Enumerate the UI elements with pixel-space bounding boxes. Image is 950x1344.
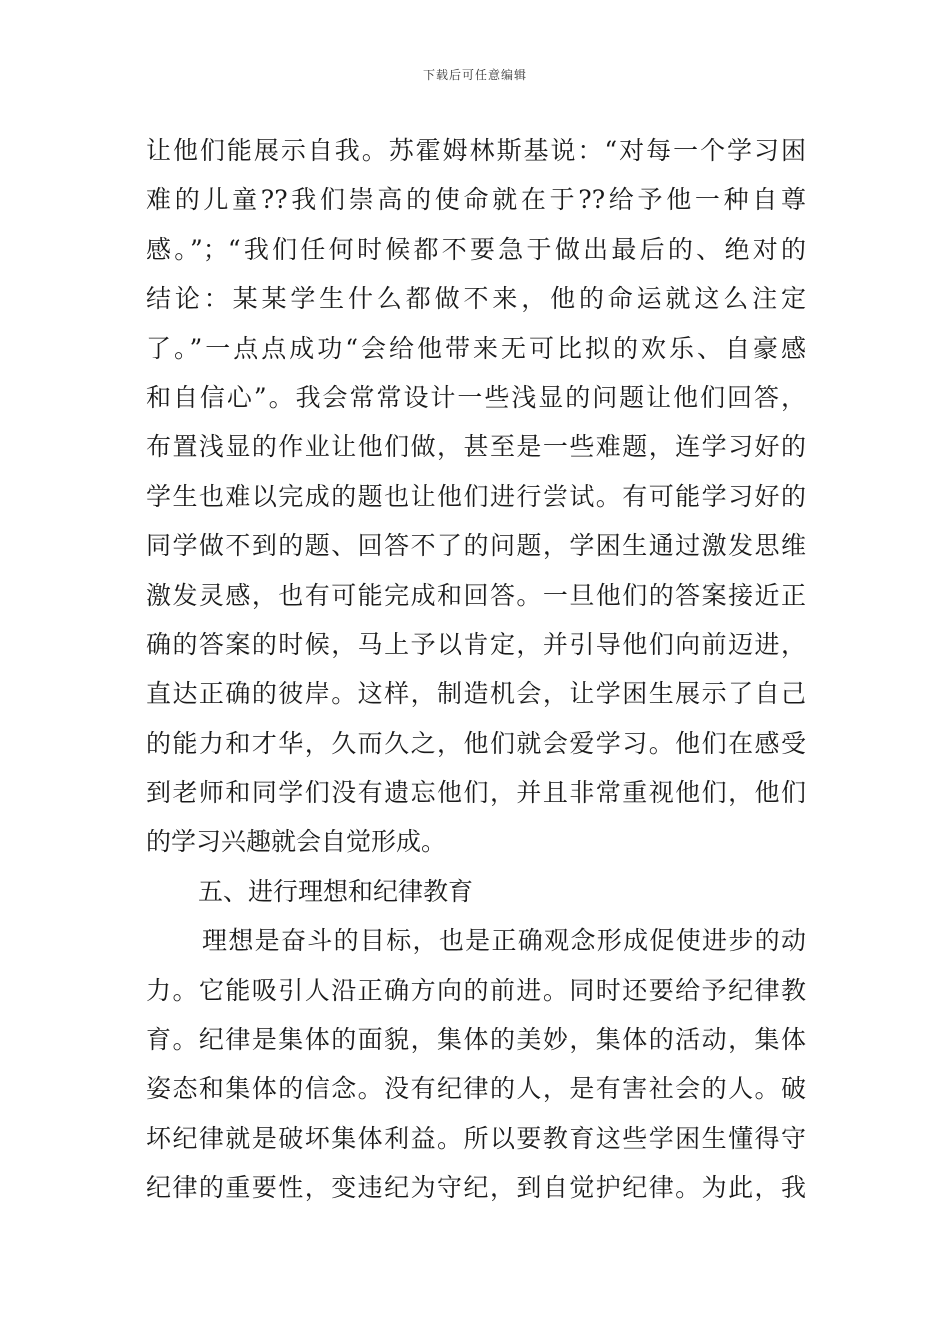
text-line: 育。纪律是集体的面貌，集体的美妙，集体的活动，集体 — [146, 1025, 806, 1055]
text-line: 难的儿童??我们崇高的使命就在于??给予他一种自尊 — [146, 185, 806, 215]
text-line: 确的答案的时候，马上予以肯定，并引导他们向前迈进， — [146, 629, 806, 659]
body-text — [146, 126, 806, 1213]
section-heading: 五、进行理想和纪律教育 — [198, 876, 474, 906]
text-line: 激发灵感，也有可能完成和回答。一旦他们的答案接近正 — [146, 580, 806, 610]
text-line: 力。它能吸引人沿正确方向的前进。同时还要给予纪律教 — [146, 975, 806, 1005]
text-line: 布置浅显的作业让他们做，甚至是一些难题，连学习好的 — [146, 432, 806, 462]
text-line: 坏纪律就是破坏集体利益。所以要教育这些学困生懂得守 — [146, 1123, 806, 1153]
text-line: 学生也难以完成的题也让他们进行尝试。有可能学习好的 — [146, 481, 806, 511]
header-note: 下载后可任意编辑 — [422, 68, 527, 82]
text-line: 结论：某某学生什么都做不来，他的命运就这么注定 — [146, 284, 806, 314]
text-line: 理想是奋斗的目标，也是正确观念形成促使进步的动 — [202, 926, 806, 956]
text-line: 了。”一点点成功“会给他带来无可比拟的欢乐、自豪感 — [146, 333, 806, 363]
text-line: 同学做不到的题、回答不了的问题，学困生通过激发思维 — [146, 531, 806, 561]
text-line: 到老师和同学们没有遗忘他们，并且非常重视他们，他们 — [146, 778, 806, 808]
text-line: 直达正确的彼岸。这样，制造机会，让学困生展示了自己 — [146, 679, 806, 709]
text-line: 和自信心”。我会常常设计一些浅显的问题让他们回答， — [146, 382, 806, 412]
text-line: 的学习兴趣就会自觉形成。 — [146, 827, 447, 857]
text-line: 的能力和才华，久而久之，他们就会爱学习。他们在感受 — [146, 728, 806, 758]
text-line: 纪律的重要性，变违纪为守纪，到自觉护纪律。为此，我 — [146, 1173, 806, 1203]
text-line: 让他们能展示自我。苏霍姆林斯基说：“对每一个学习困 — [146, 136, 806, 165]
text-line: 姿态和集体的信念。没有纪律的人，是有害社会的人。破 — [146, 1074, 806, 1104]
text-line: 感。”；“我们任何时候都不要急于做出最后的、绝对的 — [146, 234, 806, 264]
